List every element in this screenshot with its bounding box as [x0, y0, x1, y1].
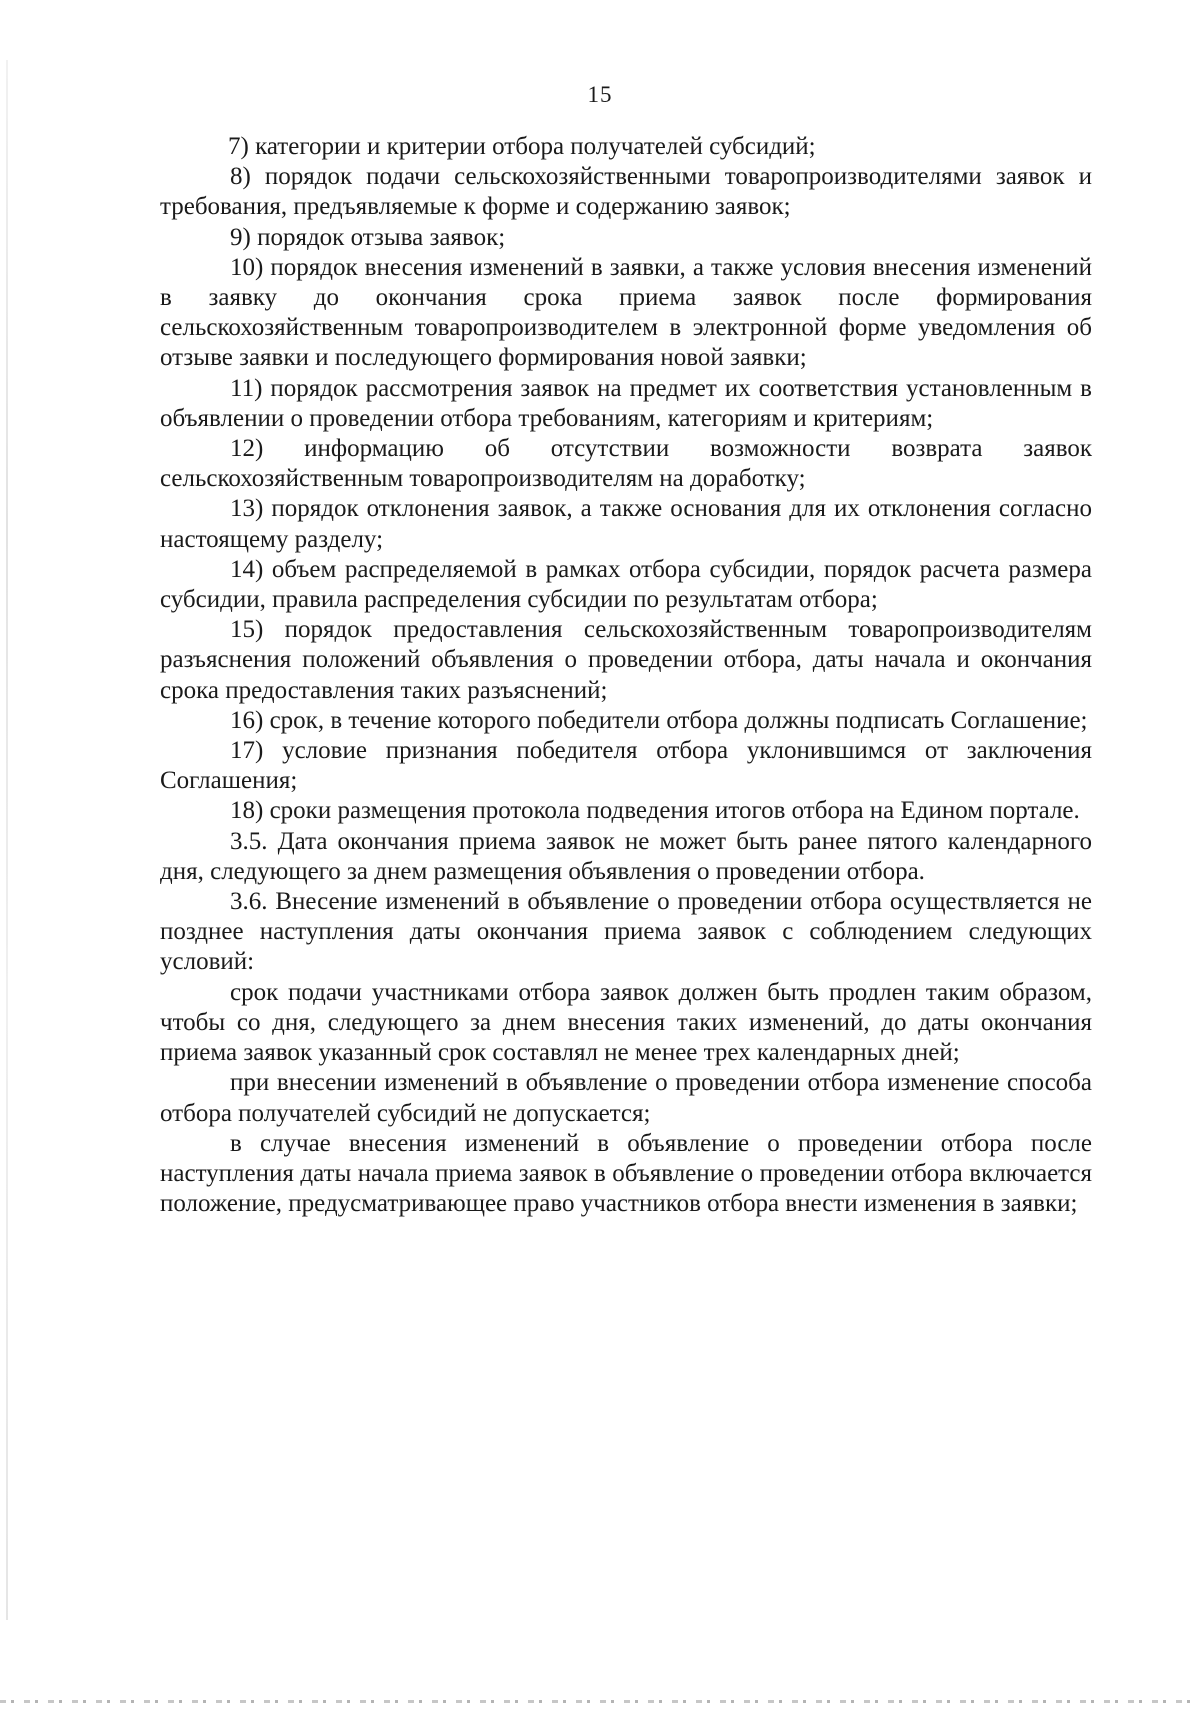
list-item-10: 10) порядок внесения изменений в заявки, а также условия внесения изменений в заявку до окончания срока приема заявок после формирования сельскохозяйственным товаропроизводителем в электронной форме уведомления об отзыве заявки и последующего формирования новой заявки;: [160, 253, 1092, 372]
list-item-9: 9) порядок отзыва заявок;: [230, 223, 506, 251]
list-item-12: 12) информацию об отсутствии возможности возврата заявок сельскохозяйственным товаропроизводителям на доработку;: [160, 435, 1092, 493]
list-item-7: 7) категории и критерии отбора получателей субсидий;: [228, 133, 816, 160]
scan-edge-shadow: [6, 60, 8, 1620]
list-item-18: 18) сроки размещения протокола подведения итогов отбора на Едином портале.: [230, 797, 1080, 825]
clause-3-6: 3.6. Внесение изменений в объявление о проведении отбора осуществляется не позднее наступления даты окончания приема заявок с соблюдением следующих условий:: [160, 888, 1092, 976]
list-item-8: 8) порядок подачи сельскохозяйственными товаропроизводителями заявок и требования, предъявляемые к форме и содержанию заявок;: [160, 163, 1092, 221]
condition-method-unchanged: при внесении изменений в объявление о проведении отбора изменение способа отбора получателей субсидий не допускается;: [160, 1069, 1092, 1127]
list-item-14: 14) объем распределяемой в рамках отбора субсидии, порядок расчета размера субсидии, правила распределения субсидии по результатам отбора;: [160, 555, 1092, 614]
condition-deadline-extension: срок подачи участниками отбора заявок должен быть продлен таким образом, чтобы со дня, следующего за днем внесения таких изменений, до даты окончания приема заявок указанный срок составлял не менее трех календарных дней;: [160, 978, 1092, 1067]
list-item-13: 13) порядок отклонения заявок, а также основания для их отклонения согласно настоящему разделу;: [160, 495, 1092, 553]
clause-3-5: 3.5. Дата окончания приема заявок не может быть ранее пятого календарного дня, следующего за днем размещения объявления о проведении отбора.: [160, 827, 1092, 885]
condition-amend-applications: в случае внесения изменений в объявление о проведении отбора после наступления даты начала приема заявок в объявление о проведении отбора включается положение, предусматривающее право участников отбора внести изменения в заявки;: [160, 1129, 1092, 1218]
list-item-16: 16) срок, в течение которого победители отбора должны подписать Соглашение;: [230, 706, 1088, 734]
page-number: 15: [587, 82, 613, 107]
list-item-15: 15) порядок предоставления сельскохозяйственным товаропроизводителям разъяснения положений объявления о проведении отбора, даты начала и окончания срока предоставления таких разъяснений;: [160, 616, 1092, 704]
document-body: [160, 132, 1092, 1219]
list-item-11: 11) порядок рассмотрения заявок на предмет их соответствия установленным в объявлении о проведении отбора требованиям, категориям и критериям;: [160, 374, 1092, 432]
list-item-17: 17) условие признания победителя отбора уклонившимся от заключения Соглашения;: [160, 737, 1092, 795]
scan-bottom-artifact: [0, 1700, 1200, 1703]
